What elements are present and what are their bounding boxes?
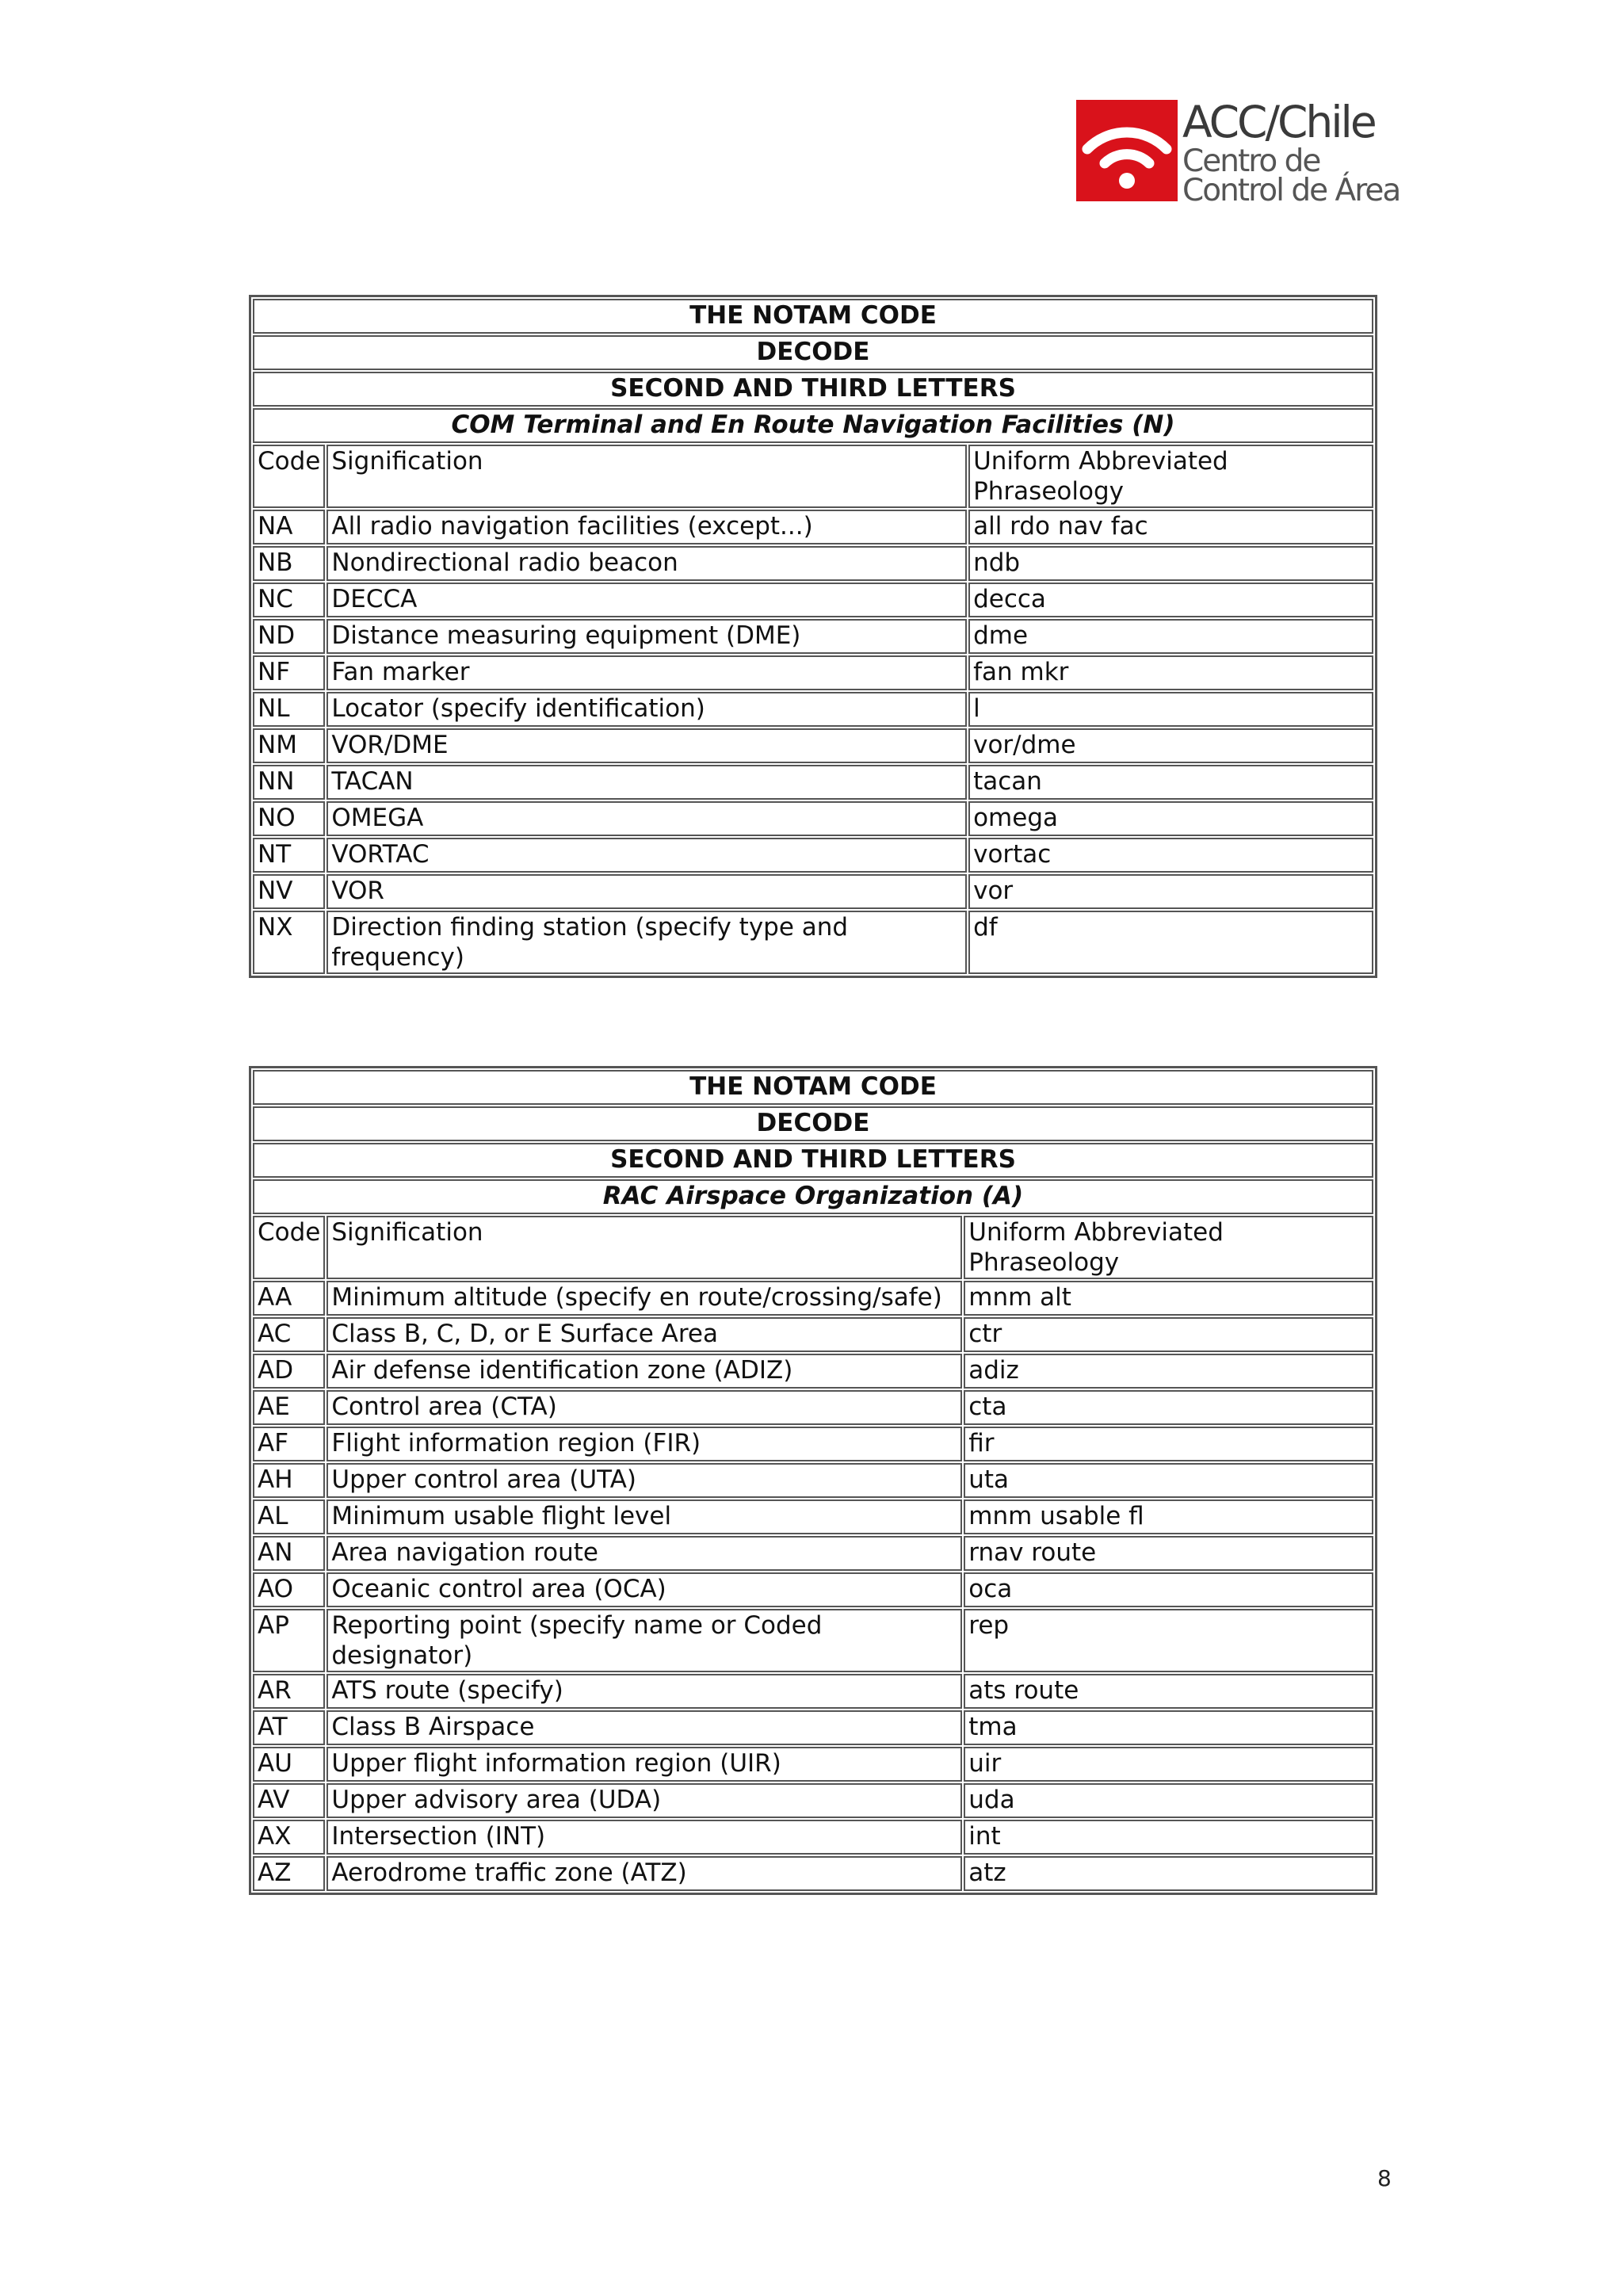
table-decode-row <box>253 335 1373 370</box>
cell-signification: Upper control area (UTA) <box>327 1463 962 1498</box>
table-row <box>253 1572 1373 1607</box>
wifi-signal-icon <box>1076 100 1178 201</box>
cell-code: AD <box>253 1354 325 1389</box>
cell-code: AN <box>253 1536 325 1571</box>
cell-signification: Class B, C, D, or E Surface Area <box>327 1317 962 1352</box>
notam-table-body <box>253 299 1373 974</box>
table-row <box>253 1856 1373 1891</box>
cell-code: NV <box>253 874 325 909</box>
cell-signification: Minimum altitude (specify en route/crossing/safe) <box>327 1281 962 1316</box>
cell-signification: VOR/DME <box>327 728 967 763</box>
cell-code: AC <box>253 1317 325 1352</box>
header-signification: Signification <box>327 1216 962 1279</box>
cell-code: AL <box>253 1499 325 1534</box>
cell-phraseology: adiz <box>964 1354 1373 1389</box>
cell-phraseology: cta <box>964 1390 1373 1425</box>
cell-signification: Air defense identification zone (ADIZ) <box>327 1354 962 1389</box>
table-row <box>253 1783 1373 1818</box>
table-decode: DECODE <box>253 1106 1373 1141</box>
table-letters: SECOND AND THIRD LETTERS <box>253 372 1373 407</box>
cell-code: NC <box>253 583 325 617</box>
cell-code: AT <box>253 1710 325 1745</box>
cell-phraseology: rep <box>964 1609 1373 1672</box>
table-row <box>253 1427 1373 1461</box>
table-row <box>253 1281 1373 1316</box>
cell-code: AO <box>253 1572 325 1607</box>
notam-table-airspace <box>249 1066 1377 1895</box>
table-title-row <box>253 299 1373 334</box>
cell-signification: ATS route (specify) <box>327 1674 962 1709</box>
table-row <box>253 1317 1373 1352</box>
table-category: RAC Airspace Organization (A) <box>253 1179 1373 1214</box>
notam-table-navigation <box>249 295 1377 978</box>
cell-phraseology: ctr <box>964 1317 1373 1352</box>
cell-phraseology: mnm usable fl <box>964 1499 1373 1534</box>
logo-subtitle-line1: Centro de <box>1182 143 1320 179</box>
cell-code: NF <box>253 655 325 690</box>
logo-mark <box>1076 100 1178 201</box>
logo-subtitle-line2: Control de Área <box>1182 173 1400 208</box>
cell-signification: Area navigation route <box>327 1536 962 1571</box>
table-title: THE NOTAM CODE <box>253 1070 1373 1105</box>
cell-phraseology: omega <box>968 801 1373 836</box>
table-letters-row <box>253 372 1373 407</box>
cell-code: AP <box>253 1609 325 1672</box>
cell-code: AX <box>253 1820 325 1855</box>
table-row <box>253 546 1373 581</box>
cell-phraseology: vor <box>968 874 1373 909</box>
cell-signification: Direction finding station (specify type and frequency) <box>327 911 967 974</box>
table-row <box>253 1536 1373 1571</box>
table-row <box>253 728 1373 763</box>
cell-signification: Upper advisory area (UDA) <box>327 1783 962 1818</box>
table-row <box>253 1710 1373 1745</box>
page-number: 8 <box>1377 2165 1392 2191</box>
cell-signification: Flight information region (FIR) <box>327 1427 962 1461</box>
cell-phraseology: uta <box>964 1463 1373 1498</box>
table-category-row <box>253 1179 1373 1214</box>
cell-phraseology: uir <box>964 1747 1373 1782</box>
table-row <box>253 1747 1373 1782</box>
cell-phraseology: l <box>968 692 1373 727</box>
cell-phraseology: ats route <box>964 1674 1373 1709</box>
table-row <box>253 583 1373 617</box>
header-code: Code <box>253 445 325 508</box>
cell-code: AR <box>253 1674 325 1709</box>
table-row <box>253 1354 1373 1389</box>
cell-phraseology: fir <box>964 1427 1373 1461</box>
table-row <box>253 1390 1373 1425</box>
table-row <box>253 510 1373 544</box>
cell-signification: OMEGA <box>327 801 967 836</box>
header-phraseology: Uniform Abbreviated Phraseology <box>968 445 1373 508</box>
cell-code: AF <box>253 1427 325 1461</box>
cell-code: NM <box>253 728 325 763</box>
cell-signification: All radio navigation facilities (except...) <box>327 510 967 544</box>
cell-phraseology: decca <box>968 583 1373 617</box>
header-phraseology: Uniform Abbreviated Phraseology <box>964 1216 1373 1279</box>
table-row <box>253 874 1373 909</box>
cell-code: AV <box>253 1783 325 1818</box>
notam-table-body <box>253 1070 1373 1891</box>
header-code: Code <box>253 1216 325 1279</box>
cell-signification: Control area (CTA) <box>327 1390 962 1425</box>
cell-phraseology: vor/dme <box>968 728 1373 763</box>
cell-code: NA <box>253 510 325 544</box>
table-letters-row <box>253 1143 1373 1178</box>
table-row <box>253 1674 1373 1709</box>
cell-signification: Reporting point (specify name or Coded designator) <box>327 1609 962 1672</box>
cell-signification: Aerodrome traffic zone (ATZ) <box>327 1856 962 1891</box>
table-title: THE NOTAM CODE <box>253 299 1373 334</box>
cell-phraseology: oca <box>964 1572 1373 1607</box>
cell-code: NB <box>253 546 325 581</box>
cell-code: AH <box>253 1463 325 1498</box>
cell-signification: Minimum usable flight level <box>327 1499 962 1534</box>
table-category-row <box>253 408 1373 443</box>
cell-signification: Upper flight information region (UIR) <box>327 1747 962 1782</box>
header-signification: Signification <box>327 445 967 508</box>
cell-code: ND <box>253 619 325 654</box>
table-row <box>253 1463 1373 1498</box>
cell-phraseology: atz <box>964 1856 1373 1891</box>
cell-signification: Nondirectional radio beacon <box>327 546 967 581</box>
table-decode: DECODE <box>253 335 1373 370</box>
cell-phraseology: int <box>964 1820 1373 1855</box>
cell-signification: Fan marker <box>327 655 967 690</box>
cell-phraseology: uda <box>964 1783 1373 1818</box>
cell-code: NN <box>253 765 325 800</box>
cell-signification: Distance measuring equipment (DME) <box>327 619 967 654</box>
cell-code: NT <box>253 838 325 873</box>
table-title-row <box>253 1070 1373 1105</box>
cell-code: AZ <box>253 1856 325 1891</box>
table-row <box>253 692 1373 727</box>
table-row <box>253 1499 1373 1534</box>
table-letters: SECOND AND THIRD LETTERS <box>253 1143 1373 1178</box>
cell-code: NL <box>253 692 325 727</box>
cell-signification: VORTAC <box>327 838 967 873</box>
cell-code: AU <box>253 1747 325 1782</box>
cell-signification: TACAN <box>327 765 967 800</box>
table-row <box>253 838 1373 873</box>
cell-phraseology: tacan <box>968 765 1373 800</box>
cell-phraseology: mnm alt <box>964 1281 1373 1316</box>
logo-brand: ACC/Chile <box>1182 97 1375 147</box>
cell-phraseology: all rdo nav fac <box>968 510 1373 544</box>
cell-code: AA <box>253 1281 325 1316</box>
table-category: COM Terminal and En Route Navigation Facilities (N) <box>253 408 1373 443</box>
table-header-row <box>253 1216 1373 1279</box>
cell-phraseology: rnav route <box>964 1536 1373 1571</box>
cell-phraseology: df <box>968 911 1373 974</box>
table-row <box>253 655 1373 690</box>
table-header-row <box>253 445 1373 508</box>
cell-signification: Oceanic control area (OCA) <box>327 1572 962 1607</box>
table-row <box>253 911 1373 974</box>
cell-phraseology: vortac <box>968 838 1373 873</box>
cell-code: NX <box>253 911 325 974</box>
cell-phraseology: ndb <box>968 546 1373 581</box>
cell-signification: VOR <box>327 874 967 909</box>
table-row <box>253 1820 1373 1855</box>
table-row <box>253 619 1373 654</box>
cell-phraseology: tma <box>964 1710 1373 1745</box>
cell-phraseology: fan mkr <box>968 655 1373 690</box>
cell-code: NO <box>253 801 325 836</box>
cell-signification: Class B Airspace <box>327 1710 962 1745</box>
table-decode-row <box>253 1106 1373 1141</box>
table-row <box>253 765 1373 800</box>
cell-signification: DECCA <box>327 583 967 617</box>
table-row <box>253 801 1373 836</box>
table-row <box>253 1609 1373 1672</box>
cell-code: AE <box>253 1390 325 1425</box>
acc-chile-logo <box>1076 97 1400 208</box>
cell-phraseology: dme <box>968 619 1373 654</box>
cell-signification: Intersection (INT) <box>327 1820 962 1855</box>
cell-signification: Locator (specify identification) <box>327 692 967 727</box>
